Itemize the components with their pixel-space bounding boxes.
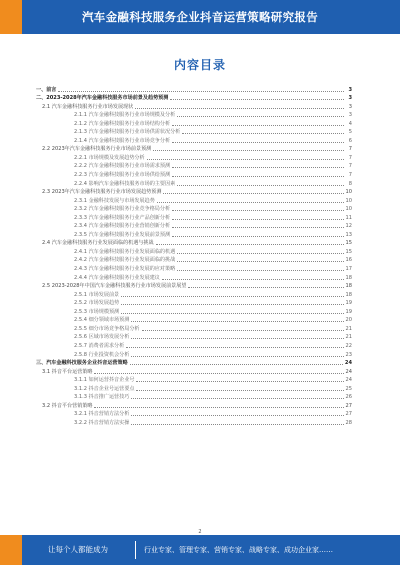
toc-leader-dots [177,253,343,254]
toc-entry-title: 2.2.3 汽车金融科技服务行业市场供给预测 [74,172,171,179]
footer-tagline: 行业专家、管理专家、营销专家、战略专家、成功企业家…… [144,546,333,554]
toc-leader-dots [131,424,343,425]
toc-leader-dots [177,185,344,186]
toc-entry-title: 2.1.2 汽车金融科技服务行业市场结构分析 [74,120,171,127]
toc-leader-dots [135,108,344,109]
toc-entry-page: 24 [344,360,352,367]
toc-entry-page: 18 [345,274,352,281]
toc-entry[interactable] [36,392,352,401]
toc-leader-dots [162,279,344,280]
toc-entry-page: 8 [348,180,352,187]
toc-entry-page: 13 [345,231,352,238]
toc-entry-page: 4 [348,120,352,127]
toc-entry[interactable] [36,332,352,341]
toc-entry[interactable] [36,144,352,153]
toc-leader-dots [172,227,343,228]
toc-entry-page: 7 [348,146,352,153]
toc-entry[interactable] [36,204,352,213]
toc-entry-title: 2.3.1 金融科技发展与市场发展趋势 [74,197,155,204]
toc-leader-dots [58,91,344,92]
toc-entry-page: 19 [345,300,352,307]
footer-slogan: 让每个人都能成为 [48,545,108,554]
toc-entry-title: 2.4.3 汽车金融科技服务行业发展的应对策略 [74,266,176,273]
toc-entry-page: 19 [345,308,352,315]
toc-leader-dots [121,313,343,314]
toc-leader-dots [147,159,344,160]
toc-leader-dots [177,261,343,262]
toc-entry[interactable] [36,195,352,204]
toc-leader-dots [94,407,343,408]
toc-entry-page: 22 [345,342,352,349]
toc-leader-dots [172,236,343,237]
toc-entry[interactable] [36,152,352,161]
page-number: 2 [198,529,202,535]
toc-entry-page: 18 [345,283,352,290]
toc-entry[interactable] [36,93,352,102]
toc-entry-page: 28 [345,419,352,426]
toc-entry-page: 3 [348,86,352,93]
toc-entry[interactable] [36,238,352,247]
toc-entry-title: 2.3 2023年汽车金融科技服务行业市场发展趋势预测 [42,189,162,196]
toc-entry-title: 3.2 抖音平台营销策略 [42,402,93,409]
toc-leader-dots [182,133,344,134]
toc-leader-dots [156,244,344,245]
toc-leader-dots [172,142,344,143]
toc-entry-title: 2.1.1 汽车金融科技服务行业市场规模及分析 [74,112,176,119]
toc-entry-title: 2.2 2023年汽车金融科技服务行业市场前景预测 [42,146,152,153]
toc-entry[interactable] [36,135,352,144]
toc-entry[interactable] [36,306,352,315]
toc-entry-title: 2.5.4 细分领域市场预测 [74,317,130,324]
toc-entry-page: 25 [345,385,352,392]
toc-entry[interactable] [36,84,352,93]
toc-leader-dots [172,219,343,220]
toc-entry[interactable] [36,161,352,170]
toc-entry-title: 3.2.1 抖音营销方法分析 [74,411,130,418]
toc-entry-page: 16 [345,257,352,264]
toc-leader-dots [121,304,343,305]
toc-leader-dots [172,125,344,126]
toc-entry-page: 7 [348,154,352,161]
table-of-contents [36,84,352,426]
toc-entry[interactable] [36,118,352,127]
toc-entry[interactable] [36,272,352,281]
toc-entry-page: 27 [345,411,352,418]
toc-entry[interactable] [36,127,352,136]
toc-entry-title: 2.4.1 汽车金融科技服务行业发展面临的机遇 [74,248,176,255]
toc-entry-title: 2.1.3 汽车金融科技服务行业市场供需状况分析 [74,129,181,136]
toc-entry-page: 15 [345,240,352,247]
toc-leader-dots [172,167,344,168]
toc-entry[interactable] [36,178,352,187]
toc-entry-title: 2.5.3 市场规模预测 [74,308,120,315]
toc-entry-title: 二、2023-2028年汽车金融科技服务市场前景及趋势预测 [36,95,169,102]
toc-entry-title: 2.5.8 行业投资机会分析 [74,351,130,358]
toc-entry-page: 15 [345,248,352,255]
toc-entry-page: 17 [345,266,352,273]
toc-leader-dots [177,116,344,117]
toc-entry-title: 2.1.4 汽车金融科技服务行业市场竞争分析 [74,137,171,144]
toc-entry-title: 2.4.4 汽车金融科技服务行业发展建议 [74,274,160,281]
toc-leader-dots [130,364,343,365]
toc-entry-title: 2.3.5 汽车金融科技服务行业发展前景预测 [74,231,171,238]
toc-entry-title: 2.5.6 区域市场发展分析 [74,334,130,341]
toc-entry[interactable] [36,263,352,272]
toc-entry-title: 2.4.2 汽车金融科技服务行业发展面临的挑战 [74,257,176,264]
toc-leader-dots [136,390,343,391]
toc-entry[interactable] [36,212,352,221]
toc-entry-page: 21 [345,325,352,332]
toc-entry[interactable] [36,409,352,418]
toc-entry-title: 2.3.4 汽车金融科技服务行业营销创新分析 [74,223,171,230]
toc-entry-page: 3 [348,103,352,110]
toc-entry[interactable] [36,255,352,264]
toc-entry-page: 21 [345,334,352,341]
toc-entry-title: 2.5.5 细分市场竞争格局分析 [74,325,140,332]
toc-leader-dots [170,99,344,100]
toc-entry[interactable] [36,349,352,358]
toc-entry[interactable] [36,221,352,230]
toc-leader-dots [94,373,343,374]
toc-entry-title: 2.3.3 汽车金融科技服务行业产品创新分析 [74,214,171,221]
toc-entry[interactable] [36,187,352,196]
toc-entry-title: 3.2.2 抖音营销方法实操 [74,419,130,426]
toc-entry[interactable] [36,366,352,375]
toc-leader-dots [172,210,343,211]
toc-entry[interactable] [36,101,352,110]
toc-leader-dots [153,150,344,151]
toc-entry[interactable] [36,246,352,255]
toc-leader-dots [126,347,343,348]
toc-entry[interactable] [36,340,352,349]
toc-entry-page: 27 [345,402,352,409]
toc-entry-page: 20 [345,317,352,324]
toc-entry-title: 2.5 2023-2028年中国汽车金融科技服务行业市场发展前景展望 [42,283,187,290]
toc-entry-page: 7 [348,172,352,179]
toc-entry[interactable] [36,383,352,392]
toc-leader-dots [157,202,344,203]
toc-entry-title: 2.5.7 消费者需求分析 [74,342,125,349]
toc-entry-title: 一、前言 [36,86,57,93]
toc-leader-dots [131,321,343,322]
toc-entry[interactable] [36,281,352,290]
toc-entry-page: 23 [345,351,352,358]
report-title: 汽车金融科技服务企业抖音运营策略研究报告 [82,10,318,24]
toc-entry[interactable] [36,323,352,332]
toc-leader-dots [177,270,343,271]
toc-entry-page: 5 [348,129,352,136]
toc-heading: 内容目录 [173,58,226,72]
toc-entry-page: 3 [348,95,352,102]
toc-entry[interactable] [36,110,352,119]
toc-leader-dots [131,398,343,399]
toc-entry-page: 10 [345,197,352,204]
toc-entry-title: 2.2.2 汽车金融科技服务行业市场需求预测 [74,163,171,170]
toc-entry[interactable] [36,417,352,426]
toc-entry-title: 2.4 汽车金融科技服务行业发展面临的机遇与挑战 [42,240,154,247]
toc-entry-page: 24 [345,368,352,375]
toc-entry[interactable] [36,400,352,409]
toc-entry[interactable] [36,298,352,307]
toc-entry-title: 3.1.1 如何运营抖音企业号 [74,377,135,384]
toc-entry-title: 2.5.2 市场发展趋势 [74,300,120,307]
toc-entry-page: 10 [345,206,352,213]
toc-entry-title: 三、汽车金融科技服务企业抖音运营策略 [36,360,128,367]
toc-leader-dots [163,193,343,194]
toc-entry-page: 11 [345,214,352,221]
toc-entry-page: 10 [345,189,352,196]
toc-leader-dots [142,330,344,331]
toc-leader-dots [136,381,343,382]
toc-leader-dots [172,176,344,177]
toc-leader-dots [188,287,343,288]
toc-entry[interactable] [36,358,352,367]
toc-entry-title: 3.1 抖音平台运营策略 [42,368,93,375]
toc-leader-dots [131,338,343,339]
toc-entry-title: 3.1.2 抖音企业号运营要点 [74,385,135,392]
toc-entry-title: 2.5.1 市场发展前景 [74,291,120,298]
toc-entry-title: 2.1 汽车金融科技服务行业市场发展现状 [42,103,134,110]
toc-entry-page: 3 [348,112,352,119]
toc-entry-title: 2.2.1 市场规模及发展趋势分析 [74,154,145,161]
toc-entry-page: 6 [348,137,352,144]
toc-leader-dots [121,296,343,297]
toc-entry[interactable] [36,289,352,298]
toc-entry-page: 18 [345,291,352,298]
toc-entry[interactable] [36,375,352,384]
toc-leader-dots [131,356,343,357]
toc-entry-title: 2.3.2 汽车金融科技服务行业竞争格局分析 [74,206,171,213]
toc-entry[interactable] [36,229,352,238]
toc-entry-page: 12 [345,223,352,230]
toc-entry[interactable] [36,315,352,324]
toc-leader-dots [131,415,343,416]
footer-divider [135,541,136,559]
toc-entry-title: 2.2.4 影响汽车金融科技服务市场的主要因素 [74,180,176,187]
toc-entry[interactable] [36,169,352,178]
toc-entry-title: 3.1.3 抖音推广运营技巧 [74,394,130,401]
toc-entry-page: 7 [348,163,352,170]
toc-entry-page: 24 [345,377,352,384]
toc-entry-page: 26 [345,394,352,401]
